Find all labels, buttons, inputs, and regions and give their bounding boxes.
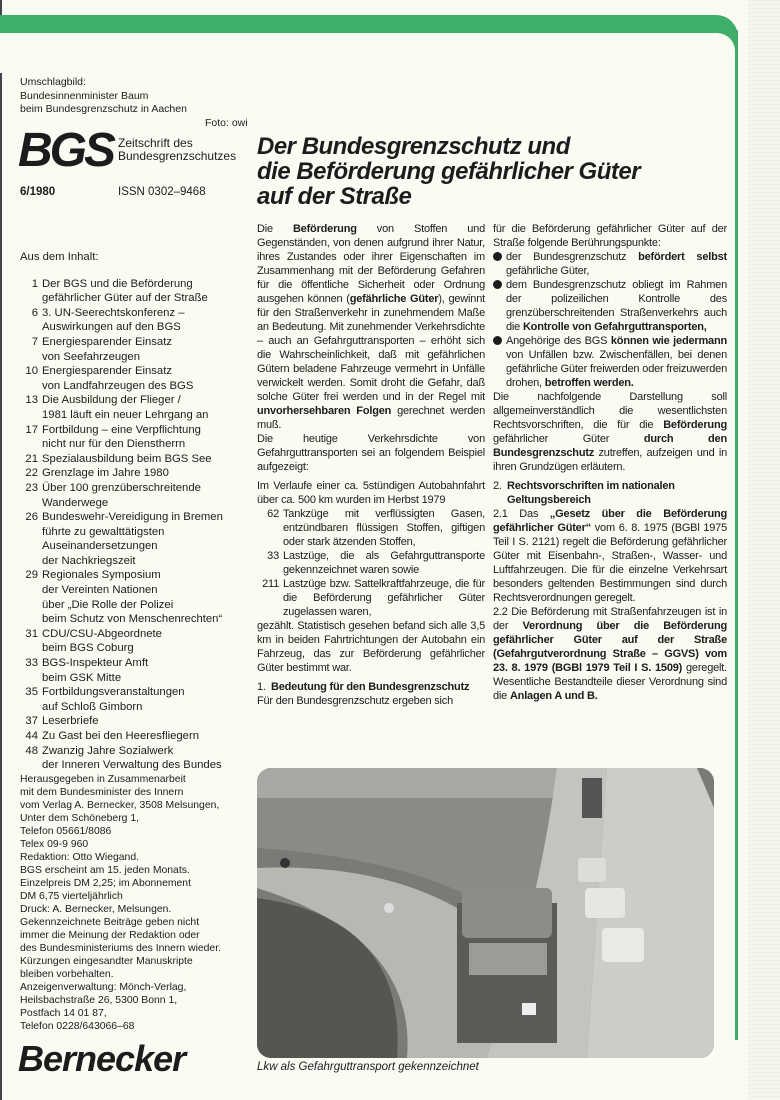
toc-item <box>20 627 252 656</box>
imprint-line: Herausgegeben in Zusammenarbeit <box>20 774 186 785</box>
toc-line: Auseinandersetzungen <box>42 540 158 553</box>
toc-item <box>20 277 252 306</box>
item-text <box>283 577 485 619</box>
bold-text: Verordnung über die Beförderung gefährlicher Güter auf der Straße (Gefahrgutverordnung Straße – GGVS) vom 23. 8. 1979 (BGBl 1979 Teil I S. 1509) <box>493 620 727 674</box>
text: gefährlicher Güter <box>493 433 644 445</box>
magazine-subtitle <box>118 137 236 163</box>
subtitle-line: Zeitschrift des <box>118 136 193 150</box>
cover-note-line: beim Bundesgrenzschutz in Aachen <box>20 103 187 115</box>
toc-line: der Nachkriegszeit <box>42 554 136 567</box>
toc-item <box>20 481 252 510</box>
toc-line: der Vereinten Nationen <box>42 584 158 597</box>
bold-text: unvorhersehbaren Folgen <box>257 405 392 417</box>
numbered-item <box>257 507 485 549</box>
bold-text: durch den Bundesgrenzschutz <box>493 433 727 459</box>
paragraph <box>257 694 485 708</box>
toc-heading: Aus dem Inhalt: <box>20 251 99 263</box>
toc-item <box>20 685 252 714</box>
toc-item <box>20 744 252 773</box>
item-count: 211 <box>262 578 279 590</box>
toc-item-title <box>42 685 185 714</box>
toc-line: der Inneren Verwaltung des Bundes <box>42 759 222 772</box>
toc-line: Zu Gast bei den Heeresfliegern <box>42 730 199 742</box>
toc-item <box>20 729 252 744</box>
toc-line: Regionales Symposium <box>42 569 161 582</box>
toc-page-number: 37 <box>25 715 38 728</box>
toc-line: Der BGS und die Beförderung <box>42 277 193 290</box>
toc-line: Energiesparender Einsatz <box>42 335 172 348</box>
toc-item-title <box>42 277 208 306</box>
paragraph <box>493 605 727 703</box>
bullet-icon <box>493 280 502 289</box>
title-line: auf der Straße <box>257 183 412 210</box>
text: der Bundesgrenzschutz <box>506 251 639 263</box>
toc-page-number: 48 <box>25 744 38 757</box>
toc-item <box>20 364 252 393</box>
bold-text: Rechtsvorschriften im nationalen Geltungsbereich <box>507 480 675 506</box>
bullet-item <box>493 334 727 390</box>
section-heading <box>493 479 727 507</box>
text: ), gewinnt für den Straßenverkehr in zunehmendem Maße an Bedeutung. Mit zunehmender Verkehrsdichte – auch an Gefahrguttransporten – erhöht sich die Wahrscheinlichkeit, daß mit gefährlichen Gütern beladene Fahrzeuge vermehrt in Unfälle verwickelt werden. Somit droht die Gefahr, daß solche Güter frei werden und in der Regel mit <box>257 293 485 403</box>
item-count: 33 <box>267 550 279 562</box>
item-text <box>283 507 485 549</box>
cover-note <box>20 76 248 130</box>
toc-item-title <box>42 335 172 364</box>
bullet-item <box>493 278 727 334</box>
toc-page-number: 26 <box>25 511 38 524</box>
toc-item-title <box>42 306 185 335</box>
toc-item-title <box>42 627 162 656</box>
text: für die Beförderung gefährlicher Güter auf der Straße folgende Berührungspunkte: <box>493 223 727 249</box>
toc-item <box>20 306 252 335</box>
toc-line: Die Ausbildung der Flieger / <box>42 394 181 407</box>
bold-text: gefährliche Güter <box>349 293 439 305</box>
paragraph <box>257 619 485 675</box>
toc-page-number: 6 <box>31 306 38 319</box>
bold-text: betroffen werden. <box>544 377 634 389</box>
bold-text: Kontrolle von Gefahrguttransporten, <box>522 321 707 333</box>
toc-item <box>20 452 252 467</box>
toc-item-title <box>42 423 201 452</box>
bold-text: können wie jedermann <box>610 335 727 347</box>
toc-line: gefährlicher Güter auf der Straße <box>42 292 208 305</box>
issn: ISSN 0302–9468 <box>118 186 206 198</box>
article-title <box>257 134 640 209</box>
text: gezählt. Statistisch gesehen befand sich alle 3,5 km in beiden Fahrtrichtungen der Autobahn ein Fahrzeug, das zur Beförderung gefährlicher Güter bestimmt war. <box>257 620 485 674</box>
toc-item-title <box>42 452 212 467</box>
toc-line: Zwanzig Jahre Sozialwerk <box>42 744 174 757</box>
toc-page-number: 7 <box>31 335 38 348</box>
imprint-line: Anzeigenverwaltung: Mönch-Verlag, <box>20 982 187 993</box>
paragraph <box>493 390 727 474</box>
imprint-line: Telefon 05661/8086 <box>20 826 112 837</box>
section-number: 2. <box>493 480 502 492</box>
item-text <box>283 549 485 577</box>
bold-text: „Gesetz über die Beförderung gefährlicher Güter“ <box>493 508 727 534</box>
text: Lastzüge, die als Gefahrguttransporte gekennzeichnet waren sowie <box>283 550 485 576</box>
title-line: Der Bundesgrenzschutz und <box>257 133 570 160</box>
text: gefährliche Güter, <box>506 265 590 277</box>
photo-caption: Lkw als Gefahrguttransport gekennzeichnet <box>257 1061 479 1073</box>
paragraph <box>257 479 485 507</box>
text: Die <box>257 223 293 235</box>
text: von Unfällen bzw. Zwischenfällen, bei denen gefährliche Güter freiwerden oder freizuwerden drohen, <box>506 349 727 389</box>
text: zutreffen, aufzeigen und in ihren Grundzügen erläutern. <box>493 447 727 473</box>
imprint-line: Telex 09-9 960 <box>20 839 89 850</box>
imprint-line: Einzelpreis DM 2,25; im Abonnement <box>20 878 191 889</box>
toc-item <box>20 466 252 481</box>
toc-page-number: 10 <box>25 365 38 378</box>
toc-line: von Seefahrzeugen <box>42 350 140 363</box>
toc-line: beim BGS Coburg <box>42 642 134 655</box>
imprint-line: des Bundesministeriums des Innern wieder. <box>20 943 221 954</box>
highway-truck-photo <box>257 768 714 1058</box>
toc-page-number: 33 <box>25 657 38 670</box>
toc-page-number: 31 <box>25 627 38 640</box>
cover-note-line: Bundesinnenminister Baum <box>20 89 149 102</box>
toc-item <box>20 656 252 685</box>
toc-line: Energiesparender Einsatz <box>42 365 172 378</box>
toc-page-number: 29 <box>25 569 38 582</box>
heading-text <box>271 680 469 694</box>
bold-text: Bedeutung für den Bundesgrenzschutz <box>271 681 470 693</box>
toc-page-number: 21 <box>25 452 38 465</box>
toc-line: Fortbildungsveranstaltungen <box>42 686 185 699</box>
band-inner-curve <box>0 33 735 73</box>
heading-text <box>507 479 727 507</box>
article-column-1 <box>257 222 485 708</box>
toc-line: BGS-Inspekteur Amft <box>42 657 149 670</box>
imprint-line: DM 6,75 vierteljährlich <box>20 891 123 902</box>
imprint-line: Telefon 0228/643066–68 <box>20 1021 135 1032</box>
item-text <box>506 278 727 334</box>
toc-line: Leserbriefe <box>42 715 99 728</box>
toc-item-title <box>42 481 201 510</box>
numbered-item <box>257 549 485 577</box>
toc-line: auf Schloß Gimborn <box>42 700 143 713</box>
toc-item <box>20 393 252 422</box>
text: Im Verlaufe einer ca. 5stündigen Autobahnfahrt über ca. 500 km wurden im Herbst 1979 <box>257 480 485 506</box>
toc-item-title <box>42 656 148 685</box>
imprint-line: Unter dem Schöneberg 1, <box>20 813 139 824</box>
toc-item <box>20 568 252 626</box>
toc-item-title <box>42 744 222 773</box>
bold-text: Beförderung <box>663 419 727 431</box>
paragraph <box>257 222 485 432</box>
toc-line: 1981 läuft ein neuer Lehrgang an <box>42 408 209 421</box>
toc-page-number: 23 <box>25 481 38 494</box>
item-text <box>506 334 727 390</box>
toc-line: über „Die Rolle der Polizei <box>42 598 174 611</box>
toc-page-number: 35 <box>25 686 38 699</box>
imprint <box>20 773 252 1033</box>
subtitle-line: Bundesgrenzschutzes <box>118 149 237 163</box>
paragraph <box>257 432 485 474</box>
toc-item-title <box>42 568 222 626</box>
bernecker-logo: Bernecker <box>18 1038 186 1079</box>
toc-line: Grenzlage im Jahre 1980 <box>42 467 169 480</box>
toc-line: Auswirkungen auf den BGS <box>42 321 181 334</box>
text: Angehörige des BGS <box>506 335 611 347</box>
paragraph <box>493 222 727 250</box>
imprint-line: BGS erscheint am 15. jeden Monats. <box>20 865 190 876</box>
toc-line: von Landfahrzeugen des BGS <box>42 379 194 392</box>
issue-number: 6/1980 <box>20 186 56 198</box>
toc-item-title <box>42 364 193 393</box>
imprint-line: immer die Meinung der Redaktion oder <box>20 930 200 941</box>
bullet-icon <box>493 336 502 345</box>
item-text <box>506 250 727 278</box>
toc-line: CDU/CSU-Abgeordnete <box>42 627 162 640</box>
toc-line: Wanderwege <box>42 496 109 509</box>
text: Die heutige Verkehrsdichte von Gefahrguttransporten sei an folgendem Beispiel aufgezeigt: <box>257 433 485 473</box>
toc-item-title <box>42 510 223 568</box>
toc-item-title <box>42 714 99 729</box>
toc-item-title <box>42 393 208 422</box>
imprint-line: Druck: A. Bernecker, Melsungen. <box>20 904 172 915</box>
imprint-line: Redaktion: Otto Wiegand. <box>20 852 139 863</box>
text: 2.2 Die Beförderung mit Straßenfahrzeugen ist in der <box>493 606 727 632</box>
toc-list <box>20 277 252 773</box>
toc-line: beim GSK Mitte <box>42 671 122 684</box>
text: Lastzüge bzw. Sattelkraftfahrzeuge, die für die Beförderung gefährlicher Güter zugelassen waren, <box>283 578 485 618</box>
table-of-contents <box>20 250 252 773</box>
toc-item <box>20 335 252 364</box>
text: 2.1 Das <box>493 508 550 520</box>
text: von Stoffen und Gegenständen, von denen aufgrund ihrer Natur, ihres Zustandes oder ihrer Eigenschaften im Zusammenhang mit der Beförderung Gefahren für die öffentliche Sicherheit oder Ordnung ausgehen können ( <box>257 223 485 305</box>
green-border-stripe <box>735 30 738 1040</box>
item-count: 62 <box>267 508 279 520</box>
text: Tankzüge mit verflüssigten Gasen, entzündbaren flüssigen Stoffen, giftigen oder stark ätzenden Stoffen, <box>283 508 485 548</box>
toc-line: 3. UN-Seerechtskonferenz – <box>42 306 185 319</box>
toc-item-title <box>42 466 169 481</box>
toc-line: Über 100 grenzüberschreitende <box>42 481 201 494</box>
toc-line: Fortbildung – eine Verpflichtung <box>42 423 201 436</box>
text: geregelt. Wesentliche Bestandteile dieser Verordnung sind die <box>493 662 727 702</box>
imprint-line: bleiben vorbehalten. <box>20 969 114 980</box>
toc-line: Bundeswehr-Vereidigung in Bremen <box>42 511 223 524</box>
toc-page-number: 1 <box>31 277 38 290</box>
toc-page-number: 17 <box>25 423 38 436</box>
bullet-icon <box>493 252 502 261</box>
toc-line: beim Schutz von Menschenrechten“ <box>42 613 223 626</box>
toc-item <box>20 714 252 729</box>
toc-item <box>20 510 252 568</box>
toc-line: Spezialausbildung beim BGS See <box>42 452 212 465</box>
bgs-logo: BGS <box>18 124 114 177</box>
adjacent-page-edge <box>748 0 780 1100</box>
page-edge <box>0 0 2 1100</box>
imprint-line: vom Verlag A. Bernecker, 3508 Melsungen, <box>20 800 220 811</box>
article-column-2 <box>493 222 727 703</box>
toc-item-title <box>42 729 199 744</box>
toc-page-number: 22 <box>25 467 38 480</box>
imprint-line: Kürzungen eingesandter Manuskripte <box>20 956 193 967</box>
cover-note-line: Umschlagbild: <box>20 76 86 88</box>
bold-text: befördert selbst <box>638 251 727 263</box>
imprint-line: Postfach 14 01 87, <box>20 1008 107 1019</box>
photo-credit: Foto: owi <box>205 116 248 129</box>
toc-line: führte zu gewalttätigsten <box>42 525 165 538</box>
toc-line: nicht nur für den Dienstherrn <box>42 438 186 451</box>
toc-page-number: 13 <box>25 394 38 407</box>
imprint-line: Gekennzeichnete Beiträge geben nicht <box>20 917 200 928</box>
section-number: 1. <box>257 681 266 693</box>
numbered-item <box>257 577 485 619</box>
text: gerechnet werden muß. <box>257 405 485 431</box>
text: dem Bundesgrenzschutz obliegt im Rahmen der polizeilichen Kontrolle des grenzüberschreitenden Straßenverkehrs auch die <box>506 279 727 333</box>
paragraph <box>493 507 727 605</box>
text: Die nachfolgende Darstellung soll allgemeinverständlich die wesentlichsten Rechtsvorschriften, die für die <box>493 391 727 431</box>
toc-page-number: 44 <box>25 730 38 742</box>
section-heading <box>257 680 485 694</box>
bold-text: Anlagen A und B. <box>509 690 598 702</box>
text: vom 6. 8. 1975 (BGBl 1975 Teil I S. 2121) regelt die Beförderung gefährlicher Güter mit Eisenbahn-, Straßen-, Wasser- und Luftfahrzeugen. Die für die einzelne Verkehrsart besonders geltenden Bestimmungen sind durch Rechtsverordnungen geregelt. <box>493 522 728 604</box>
text: Für den Bundesgrenzschutz ergeben sich <box>257 695 454 707</box>
title-line: die Beförderung gefährlicher Güter <box>257 158 641 185</box>
imprint-line: mit dem Bundesminister des Innern <box>20 787 184 798</box>
bold-text: Beförderung <box>292 223 357 235</box>
toc-item <box>20 423 252 452</box>
bullet-item <box>493 250 727 278</box>
article-photo <box>257 768 714 1058</box>
imprint-line: Heilsbachstraße 26, 5300 Bonn 1, <box>20 995 178 1006</box>
